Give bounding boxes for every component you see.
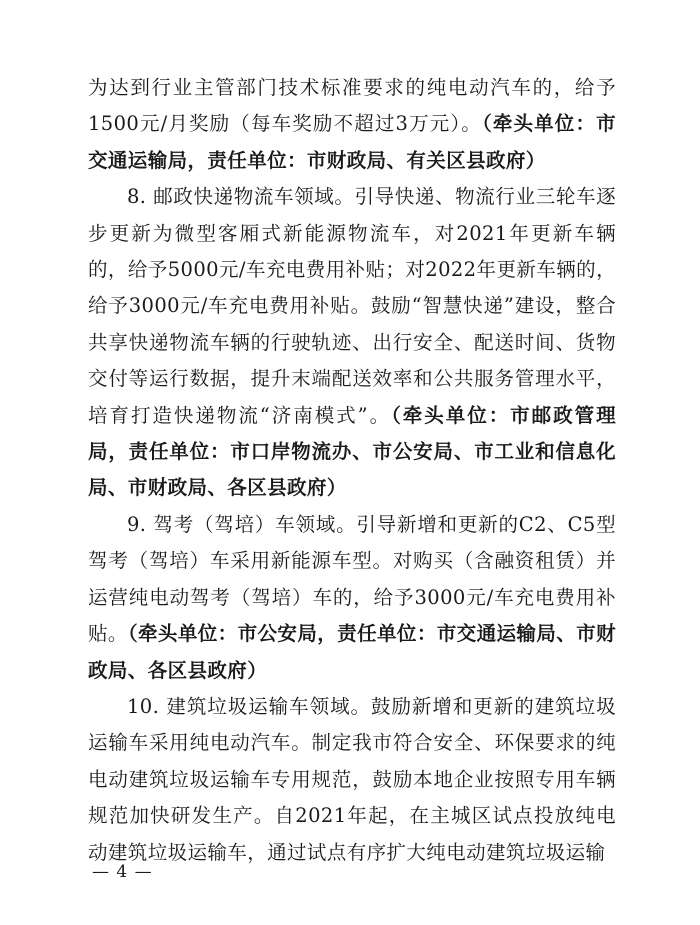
paragraph-responsible-units: （牵头单位：市交通运输局，责任单位：市财政局、有关区县政府） (88, 112, 616, 172)
paragraph-continuation (88, 70, 616, 179)
paragraph-text: 为达到行业主管部门技术标准要求的纯电动汽车的，给予1500元/月奖励（每车奖励不超过3万元）。 (88, 76, 616, 136)
paragraph-text: 9. 驾考（驾培）车领域。引导新增和更新的C2、C5型驾考（驾培）车采用新能源车型。对购买（含融资租赁）并运营纯电动驾考（驾培）车的，给予3000元/车充电费用补贴。 (88, 512, 616, 646)
paragraph-text: 8. 邮政快递物流车领域。引导快递、物流行业三轮车逐步更新为微型客厢式新能源物流车，对2021年更新车辆的，给予5000元/车充电费用补贴；对2022年更新车辆的，给予3000元/车充电费用补贴。鼓励“智慧快递”建设，整合共享快递物流车辆的行驶轨迹、出行安全、配送时间、货物交付等运行数据，提升末端配送效率和公共服务管理水平，培育打造快递物流“济南模式”。 (88, 185, 616, 427)
paragraph-item-10 (88, 689, 616, 871)
paragraph-text: 10. 建筑垃圾运输车领域。鼓励新增和更新的建筑垃圾运输车采用纯电动汽车。制定我市符合安全、环保要求的纯电动建筑垃圾运输车专用规范，鼓励本地企业按照专用车辆规范加快研发生产。自2021年起，在主城区试点投放纯电动建筑垃圾运输车，通过试点有序扩大纯电动建筑垃圾运输 (88, 694, 616, 864)
paragraph-item-9 (88, 507, 616, 689)
document-page (88, 70, 616, 871)
paragraph-responsible-units: （牵头单位：市邮政管理局，责任单位：市口岸物流办、市公安局、市工业和信息化局、市财政局、各区县政府） (88, 403, 616, 500)
page-number: — 4 — (92, 862, 153, 882)
paragraph-item-8 (88, 179, 616, 507)
paragraph-responsible-units: （牵头单位：市公安局，责任单位：市交通运输局、市财政局、各区县政府） (88, 622, 616, 682)
